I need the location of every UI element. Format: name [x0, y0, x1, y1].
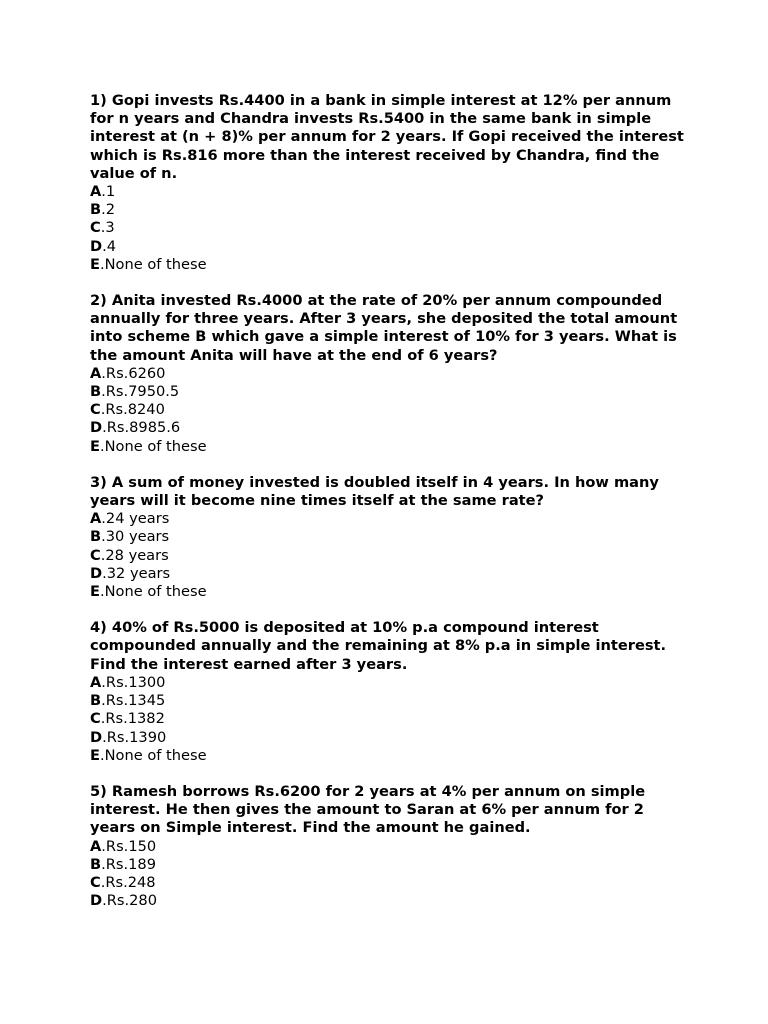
question-number: 5) — [90, 782, 107, 800]
question-3 — [90, 474, 690, 601]
option-b — [90, 383, 690, 401]
option-letter: E — [90, 746, 100, 764]
option-text: .Rs.8985.6 — [102, 419, 181, 437]
option-letter: B — [90, 383, 102, 401]
option-letter: D — [90, 564, 103, 582]
option-text: .4 — [102, 237, 117, 255]
question-text: Anita invested Rs.4000 at the rate of 20% per annum compounded annually for three years. After 3 years, she deposited the total amount into scheme B which gave a simple interest of 10% for 3 years. What is the amount Anita will have at the end of 6 years? — [90, 292, 678, 364]
option-letter: D — [90, 892, 103, 910]
option-e — [90, 747, 690, 765]
question-1 — [90, 92, 690, 274]
option-b — [90, 201, 690, 219]
option-b — [90, 528, 690, 546]
option-text: .28 years — [100, 546, 169, 564]
question-4 — [90, 619, 690, 765]
option-text: .30 years — [101, 528, 170, 546]
option-list — [90, 365, 690, 456]
option-letter: A — [90, 673, 102, 691]
option-text: .Rs.6260 — [101, 364, 166, 382]
option-text: .None of these — [99, 255, 207, 273]
option-d — [90, 565, 690, 583]
option-d — [90, 238, 690, 256]
option-c — [90, 547, 690, 565]
option-text: .None of these — [99, 746, 207, 764]
option-text: .None of these — [99, 583, 207, 601]
option-text: .32 years — [102, 564, 171, 582]
option-letter: C — [90, 873, 101, 891]
question-number: 2) — [90, 292, 107, 310]
option-letter: C — [90, 219, 101, 237]
question-number: 3) — [90, 473, 107, 491]
option-text: .Rs.1382 — [100, 710, 165, 728]
option-letter: B — [90, 692, 102, 710]
option-text: .Rs.1300 — [101, 673, 166, 691]
option-d — [90, 729, 690, 747]
question-2 — [90, 292, 690, 456]
question-text: Gopi invests Rs.4400 in a bank in simple interest at 12% per annum for n years and Chandra invests Rs.5400 in the same bank in simple interest at (n + 8)% per annum for 2 years. If Gopi received the interest which is Rs.816 more than the interest received by Chandra, find the value of n. — [90, 92, 684, 182]
option-text: .Rs.280 — [102, 892, 158, 910]
option-letter: E — [90, 583, 100, 601]
option-text: .Rs.1390 — [102, 728, 167, 746]
option-c — [90, 710, 690, 728]
question-stem — [90, 783, 690, 838]
option-a — [90, 510, 690, 528]
option-letter: C — [90, 710, 101, 728]
question-5 — [90, 783, 690, 910]
question-number: 4) — [90, 619, 107, 637]
document-page — [90, 92, 690, 928]
option-letter: C — [90, 401, 101, 419]
question-stem — [90, 292, 690, 365]
option-a — [90, 183, 690, 201]
option-c — [90, 219, 690, 237]
question-number: 1) — [90, 92, 107, 109]
option-text: .Rs.189 — [101, 855, 157, 873]
option-letter: B — [90, 201, 102, 219]
option-c — [90, 874, 690, 892]
option-e — [90, 438, 690, 456]
option-text: .Rs.1345 — [101, 692, 166, 710]
option-text: .Rs.248 — [100, 873, 156, 891]
option-text: .Rs.150 — [101, 837, 157, 855]
option-text: .Rs.7950.5 — [101, 383, 180, 401]
option-letter: D — [90, 237, 103, 255]
option-a — [90, 674, 690, 692]
question-text: 40% of Rs.5000 is deposited at 10% p.a compound interest compounded annually and the remaining at 8% p.a in simple interest. Find the interest earned after 3 years. — [90, 619, 667, 673]
option-e — [90, 583, 690, 601]
option-letter: B — [90, 855, 102, 873]
question-stem — [90, 619, 690, 674]
option-a — [90, 365, 690, 383]
option-d — [90, 892, 690, 910]
option-letter: D — [90, 728, 103, 746]
option-list — [90, 510, 690, 601]
option-a — [90, 838, 690, 856]
option-letter: E — [90, 255, 100, 273]
option-list — [90, 183, 690, 274]
question-stem — [90, 474, 690, 510]
option-e — [90, 256, 690, 274]
option-c — [90, 401, 690, 419]
option-letter: D — [90, 419, 103, 437]
option-text: .None of these — [99, 437, 207, 455]
option-letter: C — [90, 546, 101, 564]
option-text: .2 — [101, 201, 116, 219]
option-text: .3 — [100, 219, 115, 237]
option-text: .24 years — [101, 510, 170, 528]
option-list — [90, 674, 690, 765]
option-letter: A — [90, 364, 102, 382]
option-d — [90, 419, 690, 437]
option-letter: E — [90, 437, 100, 455]
option-b — [90, 856, 690, 874]
option-letter: A — [90, 510, 102, 528]
option-text: .Rs.8240 — [100, 401, 165, 419]
option-list — [90, 838, 690, 911]
question-text: Ramesh borrows Rs.6200 for 2 years at 4% per annum on simple interest. He then gives the amount to Saran at 6% per annum for 2 years on Simple interest. Find the amount he gained. — [90, 782, 646, 837]
option-letter: B — [90, 528, 102, 546]
option-text: .1 — [101, 183, 116, 201]
question-stem — [90, 92, 690, 183]
question-text: A sum of money invested is doubled itself in 4 years. In how many years will it become nine times itself at the same rate? — [90, 473, 659, 510]
option-letter: A — [90, 183, 102, 201]
option-letter: A — [90, 837, 102, 855]
option-b — [90, 692, 690, 710]
